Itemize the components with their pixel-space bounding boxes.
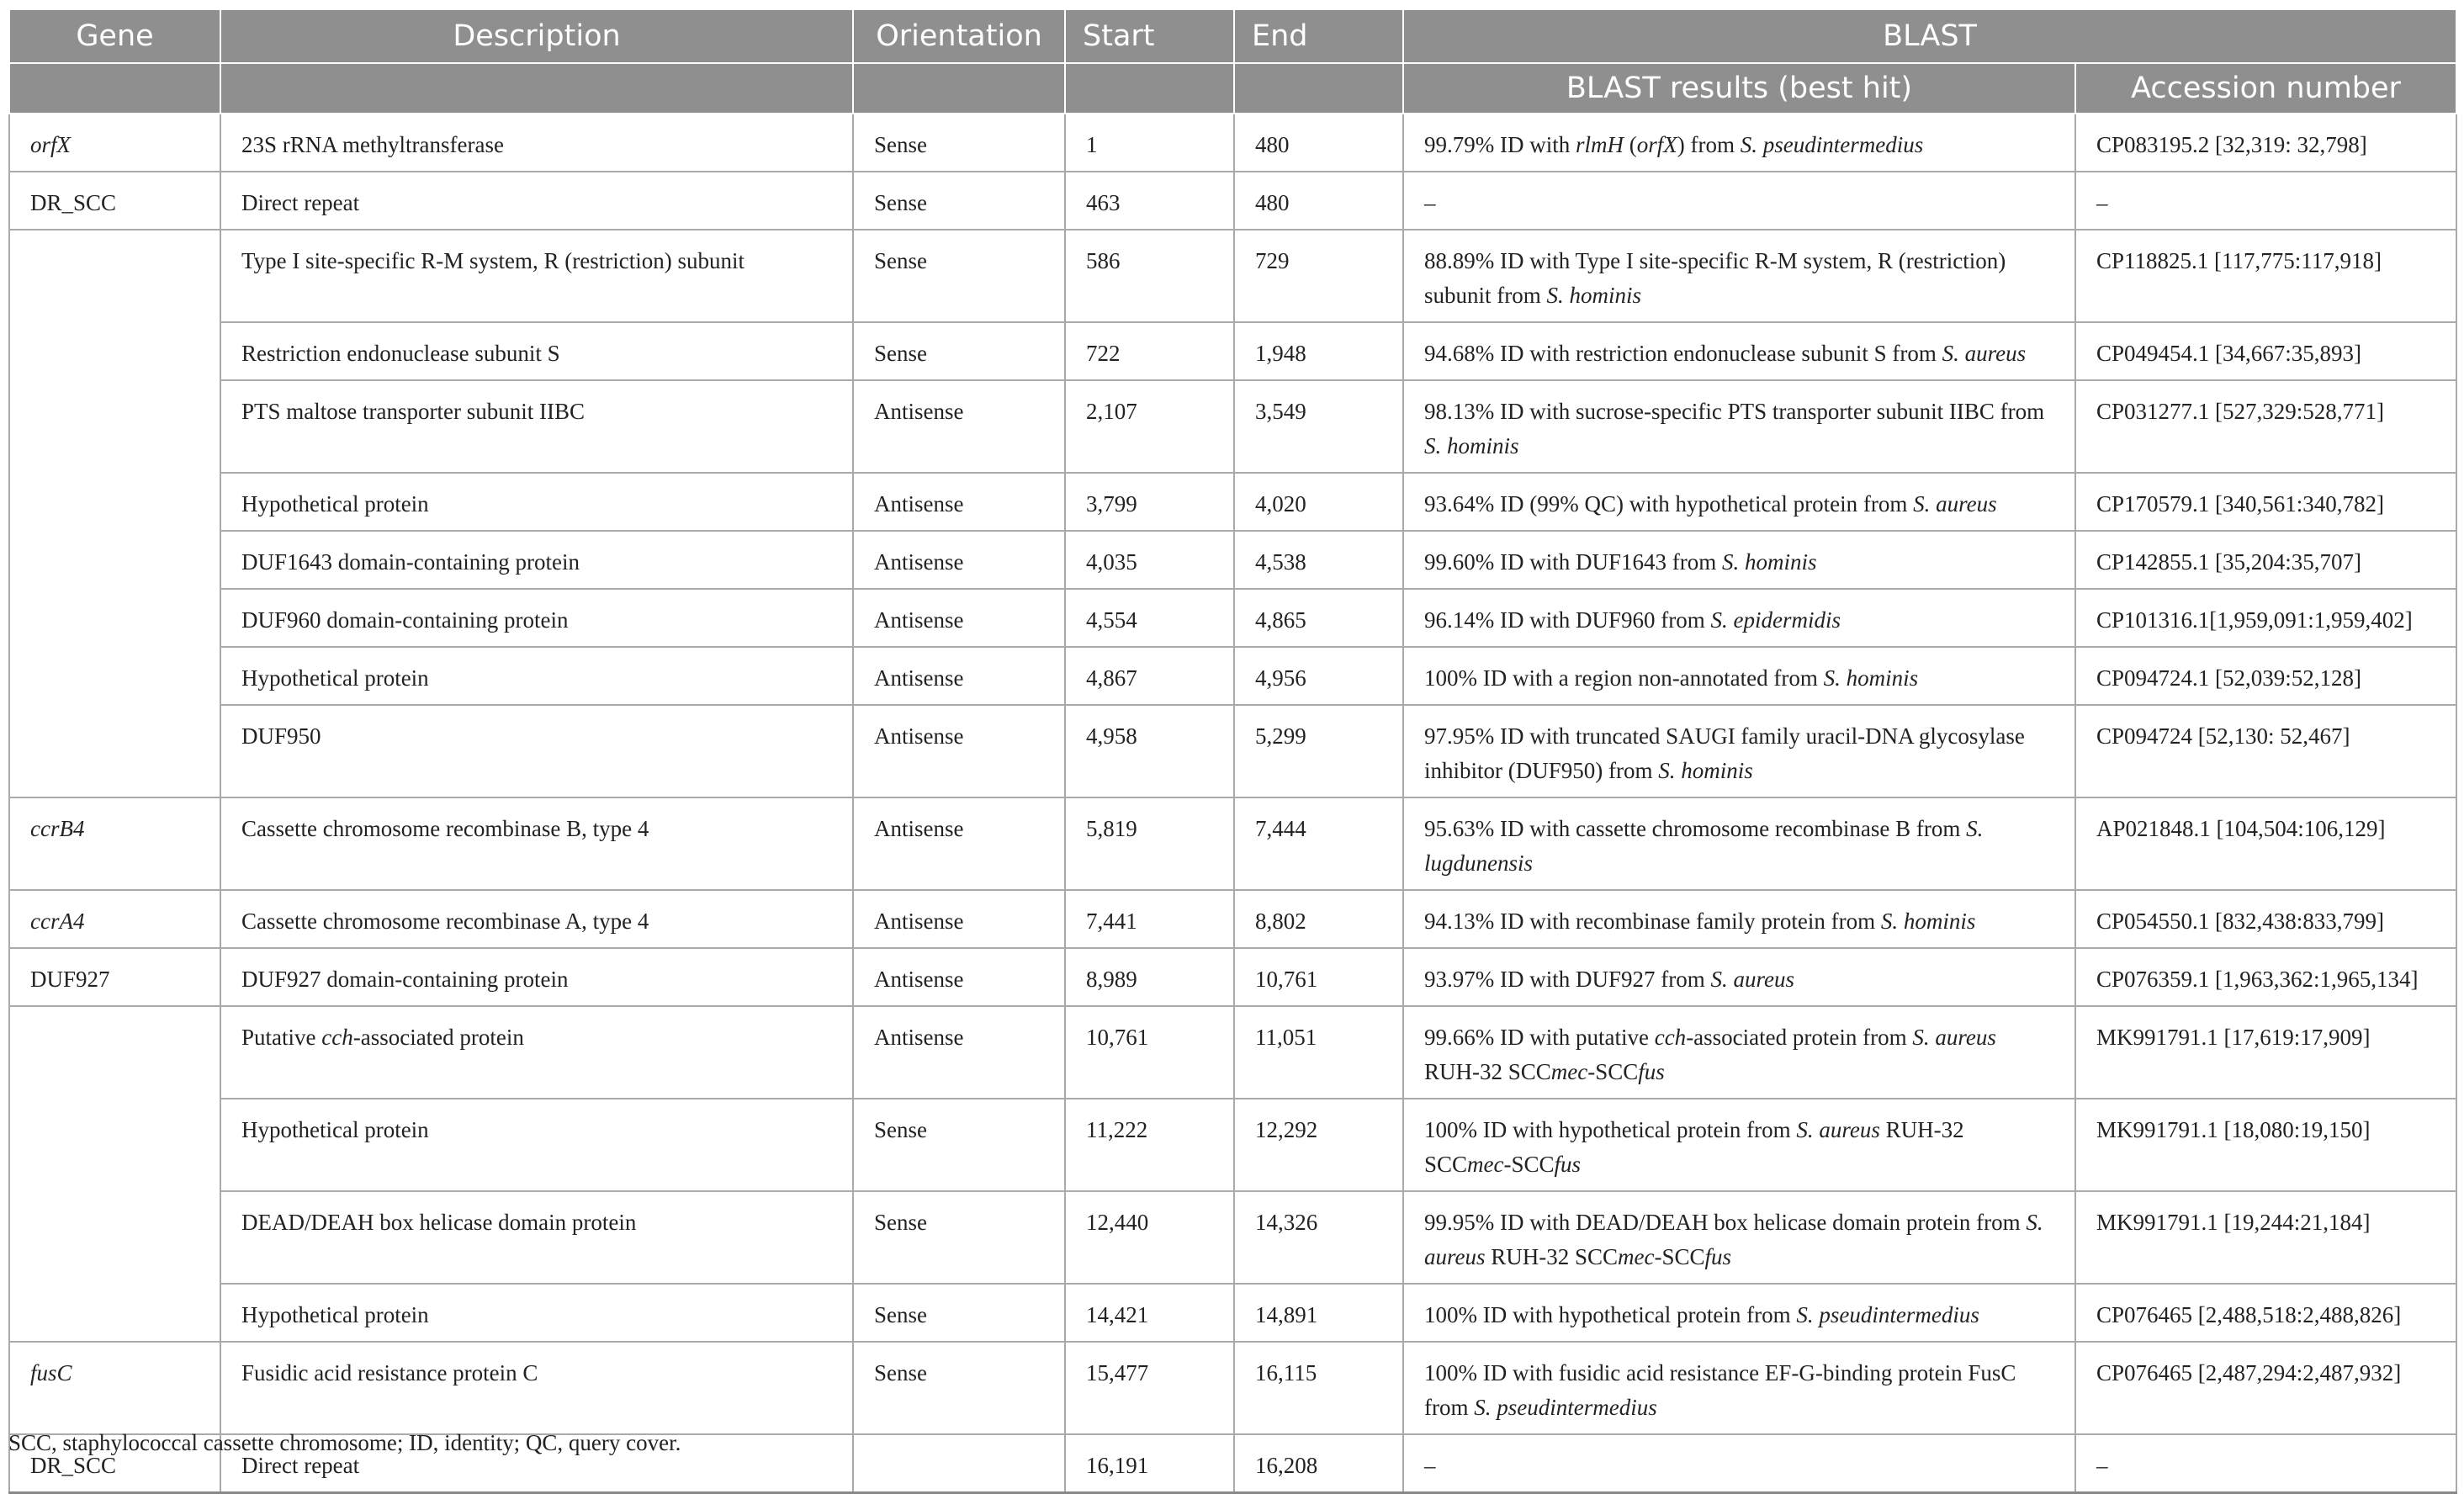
accession-cell: CP101316.1[1,959,091:1,959,402] bbox=[2075, 589, 2456, 647]
blast-result-cell bbox=[1403, 589, 2075, 647]
orientation-cell: Antisense bbox=[853, 705, 1065, 797]
gene-cell bbox=[9, 647, 220, 705]
blast-text: 94.13% ID with recombinase family protein from bbox=[1424, 909, 1881, 934]
description-cell bbox=[220, 890, 853, 948]
end-cell: 4,020 bbox=[1234, 473, 1403, 531]
start-cell: 5,819 bbox=[1065, 797, 1234, 890]
gene-cell bbox=[9, 589, 220, 647]
start-cell: 1 bbox=[1065, 114, 1234, 172]
description-cell bbox=[220, 1099, 853, 1191]
start-cell: 4,867 bbox=[1065, 647, 1234, 705]
start-cell: 4,554 bbox=[1065, 589, 1234, 647]
blast-result-cell bbox=[1403, 890, 2075, 948]
description-text: PTS maltose transporter subunit IIBC bbox=[241, 399, 585, 424]
blast-text: 100% ID with hypothetical protein from bbox=[1424, 1117, 1797, 1142]
gene-cell bbox=[9, 531, 220, 589]
end-cell: 480 bbox=[1234, 172, 1403, 230]
accession-cell: CP054550.1 [832,438:833,799] bbox=[2075, 890, 2456, 948]
table-row bbox=[9, 380, 2456, 473]
gene-cell bbox=[9, 380, 220, 473]
description-text: Fusidic acid resistance protein C bbox=[241, 1360, 538, 1385]
end-cell: 11,051 bbox=[1234, 1006, 1403, 1099]
table-row bbox=[9, 473, 2456, 531]
blast-text: S. aureus bbox=[1912, 1025, 1996, 1050]
gene-cell bbox=[9, 1099, 220, 1191]
blast-text: fus bbox=[1554, 1152, 1582, 1177]
blast-text: 97.95% ID with truncated SAUGI family uracil-DNA glycosylase inhibitor (DUF950) from bbox=[1424, 723, 2025, 783]
blast-result-cell bbox=[1403, 172, 2075, 230]
blast-text: 100% ID with fusidic acid resistance EF-G-binding protein FusC from bbox=[1424, 1360, 2016, 1420]
blast-result-cell bbox=[1403, 380, 2075, 473]
col-orientation: Orientation bbox=[853, 9, 1065, 63]
description-text: DEAD/DEAH box helicase domain protein bbox=[241, 1210, 637, 1235]
orientation-cell bbox=[853, 1434, 1065, 1493]
orientation-cell: Antisense bbox=[853, 647, 1065, 705]
start-cell: 2,107 bbox=[1065, 380, 1234, 473]
blast-text: S. aureus bbox=[1796, 1117, 1880, 1142]
gene-cell: DUF927 bbox=[9, 948, 220, 1006]
orientation-cell: Antisense bbox=[853, 797, 1065, 890]
orientation-cell: Sense bbox=[853, 1099, 1065, 1191]
description-text: Restriction endonuclease subunit S bbox=[241, 341, 560, 366]
blast-text: -associated protein from bbox=[1686, 1025, 1913, 1050]
blast-text: S. aureus bbox=[1424, 1210, 2043, 1269]
blast-result-cell bbox=[1403, 473, 2075, 531]
description-text: -associated protein bbox=[352, 1025, 524, 1050]
table-row bbox=[9, 890, 2456, 948]
blast-text: S. hominis bbox=[1823, 665, 1919, 691]
accession-cell: CP142855.1 [35,204:35,707] bbox=[2075, 531, 2456, 589]
gene-cell: fusC bbox=[9, 1342, 220, 1434]
description-text: 23S rRNA methyltransferase bbox=[241, 132, 504, 157]
end-cell: 10,761 bbox=[1234, 948, 1403, 1006]
blast-text: S. hominis bbox=[1880, 909, 1976, 934]
description-text: Direct repeat bbox=[241, 190, 360, 215]
blast-text: 95.63% ID with cassette chromosome recombinase B from bbox=[1424, 816, 1967, 841]
orientation-cell: Antisense bbox=[853, 589, 1065, 647]
end-cell: 12,292 bbox=[1234, 1099, 1403, 1191]
blast-text: mec bbox=[1467, 1152, 1504, 1177]
description-cell bbox=[220, 1342, 853, 1434]
blast-result-cell bbox=[1403, 647, 2075, 705]
start-cell: 4,035 bbox=[1065, 531, 1234, 589]
table-container bbox=[8, 8, 2456, 1494]
col-end: End bbox=[1234, 9, 1403, 63]
blast-text: fus bbox=[1638, 1059, 1665, 1084]
orientation-cell: Sense bbox=[853, 114, 1065, 172]
blast-text: 88.89% ID with Type I site-specific R-M system, R (restriction) subunit from bbox=[1424, 248, 2006, 308]
accession-cell: – bbox=[2075, 1434, 2456, 1493]
blast-text: mec bbox=[1618, 1244, 1655, 1269]
blast-text: 99.95% ID with DEAD/DEAH box helicase domain protein from bbox=[1424, 1210, 2027, 1235]
gene-cell bbox=[9, 322, 220, 380]
start-cell: 7,441 bbox=[1065, 890, 1234, 948]
orientation-cell: Sense bbox=[853, 1284, 1065, 1342]
gene-cell: DR_SCC bbox=[9, 172, 220, 230]
orientation-cell: Sense bbox=[853, 1342, 1065, 1434]
footnote: SCC, staphylococcal cassette chromosome; ID, identity; QC, query cover. bbox=[8, 1430, 681, 1455]
subheader-empty-description bbox=[220, 63, 853, 114]
start-cell: 463 bbox=[1065, 172, 1234, 230]
table-row bbox=[9, 647, 2456, 705]
accession-cell: CP076359.1 [1,963,362:1,965,134] bbox=[2075, 948, 2456, 1006]
blast-text: 99.79% ID with bbox=[1424, 132, 1576, 157]
blast-text: 94.68% ID with restriction endonuclease subunit S from bbox=[1424, 341, 1942, 366]
description-cell bbox=[220, 948, 853, 1006]
accession-cell: CP076465 [2,488,518:2,488,826] bbox=[2075, 1284, 2456, 1342]
subheader-empty-gene bbox=[9, 63, 220, 114]
table-row bbox=[9, 589, 2456, 647]
blast-text: RUH-32 SCC bbox=[1424, 1059, 1551, 1084]
gene-cell bbox=[9, 1191, 220, 1284]
description-text: Cassette chromosome recombinase A, type 4 bbox=[241, 909, 649, 934]
orientation-cell: Antisense bbox=[853, 380, 1065, 473]
table-row bbox=[9, 322, 2456, 380]
description-text: Hypothetical protein bbox=[241, 665, 429, 691]
accession-cell: CP094724.1 [52,039:52,128] bbox=[2075, 647, 2456, 705]
description-cell bbox=[220, 230, 853, 322]
blast-text: cch bbox=[1654, 1025, 1687, 1050]
blast-result-cell bbox=[1403, 1191, 2075, 1284]
table-row bbox=[9, 705, 2456, 797]
description-text: cch bbox=[321, 1025, 353, 1050]
description-cell bbox=[220, 797, 853, 890]
description-text: Cassette chromosome recombinase B, type 4 bbox=[241, 816, 649, 841]
blast-text: ) from bbox=[1677, 132, 1741, 157]
gene-cell bbox=[9, 705, 220, 797]
accession-cell: CP076465 [2,487,294:2,487,932] bbox=[2075, 1342, 2456, 1434]
blast-text: 99.66% ID with putative bbox=[1424, 1025, 1655, 1050]
end-cell: 1,948 bbox=[1234, 322, 1403, 380]
description-text: DUF927 domain-containing protein bbox=[241, 967, 569, 992]
start-cell: 722 bbox=[1065, 322, 1234, 380]
header-row bbox=[9, 9, 2456, 63]
blast-text: S. lugdunensis bbox=[1424, 816, 1984, 876]
blast-result-cell bbox=[1403, 1342, 2075, 1434]
orientation-cell: Antisense bbox=[853, 473, 1065, 531]
description-text: DUF960 domain-containing protein bbox=[241, 607, 569, 633]
accession-cell: CP170579.1 [340,561:340,782] bbox=[2075, 473, 2456, 531]
blast-text: S. aureus bbox=[1913, 491, 1997, 517]
end-cell: 4,956 bbox=[1234, 647, 1403, 705]
end-cell: 7,444 bbox=[1234, 797, 1403, 890]
blast-text: S. hominis bbox=[1721, 549, 1817, 575]
start-cell: 3,799 bbox=[1065, 473, 1234, 531]
table-row bbox=[9, 230, 2456, 322]
accession-cell: CP094724 [52,130: 52,467] bbox=[2075, 705, 2456, 797]
start-cell: 586 bbox=[1065, 230, 1234, 322]
start-cell: 12,440 bbox=[1065, 1191, 1234, 1284]
blast-result-cell bbox=[1403, 1284, 2075, 1342]
description-cell bbox=[220, 705, 853, 797]
description-cell bbox=[220, 531, 853, 589]
start-cell: 10,761 bbox=[1065, 1006, 1234, 1099]
start-cell: 4,958 bbox=[1065, 705, 1234, 797]
accession-cell: CP118825.1 [117,775:117,918] bbox=[2075, 230, 2456, 322]
description-text: DUF950 bbox=[241, 723, 321, 749]
blast-text: RUH-32 SCC bbox=[1485, 1244, 1619, 1269]
end-cell: 8,802 bbox=[1234, 890, 1403, 948]
description-text: Hypothetical protein bbox=[241, 1302, 429, 1327]
accession-cell: MK991791.1 [19,244:21,184] bbox=[2075, 1191, 2456, 1284]
start-cell: 16,191 bbox=[1065, 1434, 1234, 1493]
blast-text: RUH-32 SCC bbox=[1424, 1117, 1964, 1177]
blast-text: S. pseudintermedius bbox=[1740, 132, 1924, 157]
blast-text: S. hominis bbox=[1658, 758, 1753, 783]
description-cell bbox=[220, 589, 853, 647]
table-row bbox=[9, 1342, 2456, 1434]
orientation-cell: Sense bbox=[853, 1191, 1065, 1284]
blast-text: S. pseudintermedius bbox=[1474, 1395, 1657, 1420]
gene-cell: orfX bbox=[9, 114, 220, 172]
gene-cell: ccrA4 bbox=[9, 890, 220, 948]
blast-text: S. hominis bbox=[1546, 283, 1642, 308]
blast-result-cell bbox=[1403, 531, 2075, 589]
blast-text: S. pseudintermedius bbox=[1796, 1302, 1979, 1327]
orientation-cell: Antisense bbox=[853, 948, 1065, 1006]
description-cell bbox=[220, 473, 853, 531]
subheader-row bbox=[9, 63, 2456, 114]
blast-text: 93.64% ID (99% QC) with hypothetical protein from bbox=[1424, 491, 1914, 517]
orientation-cell: Antisense bbox=[853, 531, 1065, 589]
end-cell: 16,115 bbox=[1234, 1342, 1403, 1434]
blast-text: S. epidermidis bbox=[1710, 607, 1841, 633]
accession-cell: CP049454.1 [34,667:35,893] bbox=[2075, 322, 2456, 380]
subheader-empty-orientation bbox=[853, 63, 1065, 114]
accession-cell: MK991791.1 [17,619:17,909] bbox=[2075, 1006, 2456, 1099]
description-text: Hypothetical protein bbox=[241, 491, 429, 517]
blast-result-cell bbox=[1403, 948, 2075, 1006]
blast-text: 100% ID with hypothetical protein from bbox=[1424, 1302, 1797, 1327]
table-row bbox=[9, 1191, 2456, 1284]
description-text: Type I site-specific R-M system, R (restriction) subunit bbox=[241, 248, 744, 273]
gene-cell: ccrB4 bbox=[9, 797, 220, 890]
description-cell bbox=[220, 647, 853, 705]
table-row bbox=[9, 797, 2456, 890]
blast-text: 98.13% ID with sucrose-specific PTS transporter subunit IIBC from bbox=[1424, 399, 2045, 424]
table-body bbox=[9, 114, 2456, 1493]
table-row bbox=[9, 172, 2456, 230]
col-blast: BLAST bbox=[1403, 9, 2456, 63]
blast-result-cell bbox=[1403, 114, 2075, 172]
table-row bbox=[9, 1284, 2456, 1342]
blast-text: S. aureus bbox=[1710, 967, 1794, 992]
gene-table bbox=[8, 8, 2457, 1494]
orientation-cell: Sense bbox=[853, 230, 1065, 322]
blast-result-cell bbox=[1403, 322, 2075, 380]
accession-cell: AP021848.1 [104,504:106,129] bbox=[2075, 797, 2456, 890]
end-cell: 480 bbox=[1234, 114, 1403, 172]
description-cell bbox=[220, 172, 853, 230]
accession-cell: CP031277.1 [527,329:528,771] bbox=[2075, 380, 2456, 473]
blast-text: – bbox=[1424, 1453, 1436, 1478]
end-cell: 16,208 bbox=[1234, 1434, 1403, 1493]
orientation-cell: Antisense bbox=[853, 1006, 1065, 1099]
description-text: Putative bbox=[241, 1025, 322, 1050]
description-text: Direct repeat bbox=[241, 1453, 360, 1478]
end-cell: 4,865 bbox=[1234, 589, 1403, 647]
col-gene: Gene bbox=[9, 9, 220, 63]
description-cell bbox=[220, 1191, 853, 1284]
end-cell: 3,549 bbox=[1234, 380, 1403, 473]
table-row bbox=[9, 114, 2456, 172]
start-cell: 14,421 bbox=[1065, 1284, 1234, 1342]
table-row bbox=[9, 948, 2456, 1006]
blast-result-cell bbox=[1403, 705, 2075, 797]
col-start: Start bbox=[1065, 9, 1234, 63]
blast-text: 100% ID with a region non-annotated from bbox=[1424, 665, 1824, 691]
blast-text: – bbox=[1424, 190, 1436, 215]
blast-result-cell bbox=[1403, 1006, 2075, 1099]
blast-text: orfX bbox=[1636, 132, 1677, 157]
end-cell: 4,538 bbox=[1234, 531, 1403, 589]
gene-cell: DR_SCC bbox=[9, 1434, 220, 1493]
blast-result-cell bbox=[1403, 1099, 2075, 1191]
table-row bbox=[9, 1099, 2456, 1191]
blast-text: S. aureus bbox=[1942, 341, 2027, 366]
blast-text: fus bbox=[1704, 1244, 1732, 1269]
blast-text: S. hominis bbox=[1424, 433, 1519, 458]
col-description: Description bbox=[220, 9, 853, 63]
description-cell bbox=[220, 380, 853, 473]
end-cell: 14,891 bbox=[1234, 1284, 1403, 1342]
blast-result-cell bbox=[1403, 797, 2075, 890]
orientation-cell: Sense bbox=[853, 172, 1065, 230]
accession-cell: MK991791.1 [18,080:19,150] bbox=[2075, 1099, 2456, 1191]
gene-cell bbox=[9, 1284, 220, 1342]
end-cell: 5,299 bbox=[1234, 705, 1403, 797]
accession-cell: CP083195.2 [32,319: 32,798] bbox=[2075, 114, 2456, 172]
blast-text: 99.60% ID with DUF1643 from bbox=[1424, 549, 1722, 575]
table-row bbox=[9, 531, 2456, 589]
subheader-empty-end bbox=[1234, 63, 1403, 114]
orientation-cell: Sense bbox=[853, 322, 1065, 380]
gene-cell bbox=[9, 230, 220, 322]
description-cell bbox=[220, 322, 853, 380]
gene-cell bbox=[9, 473, 220, 531]
end-cell: 729 bbox=[1234, 230, 1403, 322]
blast-result-cell bbox=[1403, 230, 2075, 322]
col-blast-results: BLAST results (best hit) bbox=[1403, 63, 2075, 114]
col-accession: Accession number bbox=[2075, 63, 2456, 114]
blast-result-cell bbox=[1403, 1434, 2075, 1493]
start-cell: 15,477 bbox=[1065, 1342, 1234, 1434]
description-text: DUF1643 domain-containing protein bbox=[241, 549, 580, 575]
blast-text: -SCC bbox=[1503, 1152, 1555, 1177]
table-row bbox=[9, 1006, 2456, 1099]
description-text: Hypothetical protein bbox=[241, 1117, 429, 1142]
blast-text: 93.97% ID with DUF927 from bbox=[1424, 967, 1711, 992]
end-cell: 14,326 bbox=[1234, 1191, 1403, 1284]
subheader-empty-start bbox=[1065, 63, 1234, 114]
blast-text: -SCC bbox=[1654, 1244, 1705, 1269]
blast-text: ( bbox=[1624, 132, 1637, 157]
description-cell bbox=[220, 114, 853, 172]
orientation-cell: Antisense bbox=[853, 890, 1065, 948]
accession-cell: – bbox=[2075, 172, 2456, 230]
blast-text: mec bbox=[1550, 1059, 1588, 1084]
start-cell: 11,222 bbox=[1065, 1099, 1234, 1191]
gene-cell bbox=[9, 1006, 220, 1099]
description-cell bbox=[220, 1284, 853, 1342]
description-cell bbox=[220, 1006, 853, 1099]
blast-text: 96.14% ID with DUF960 from bbox=[1424, 607, 1711, 633]
blast-text: rlmH bbox=[1575, 132, 1624, 157]
blast-text: -SCC bbox=[1587, 1059, 1639, 1084]
start-cell: 8,989 bbox=[1065, 948, 1234, 1006]
